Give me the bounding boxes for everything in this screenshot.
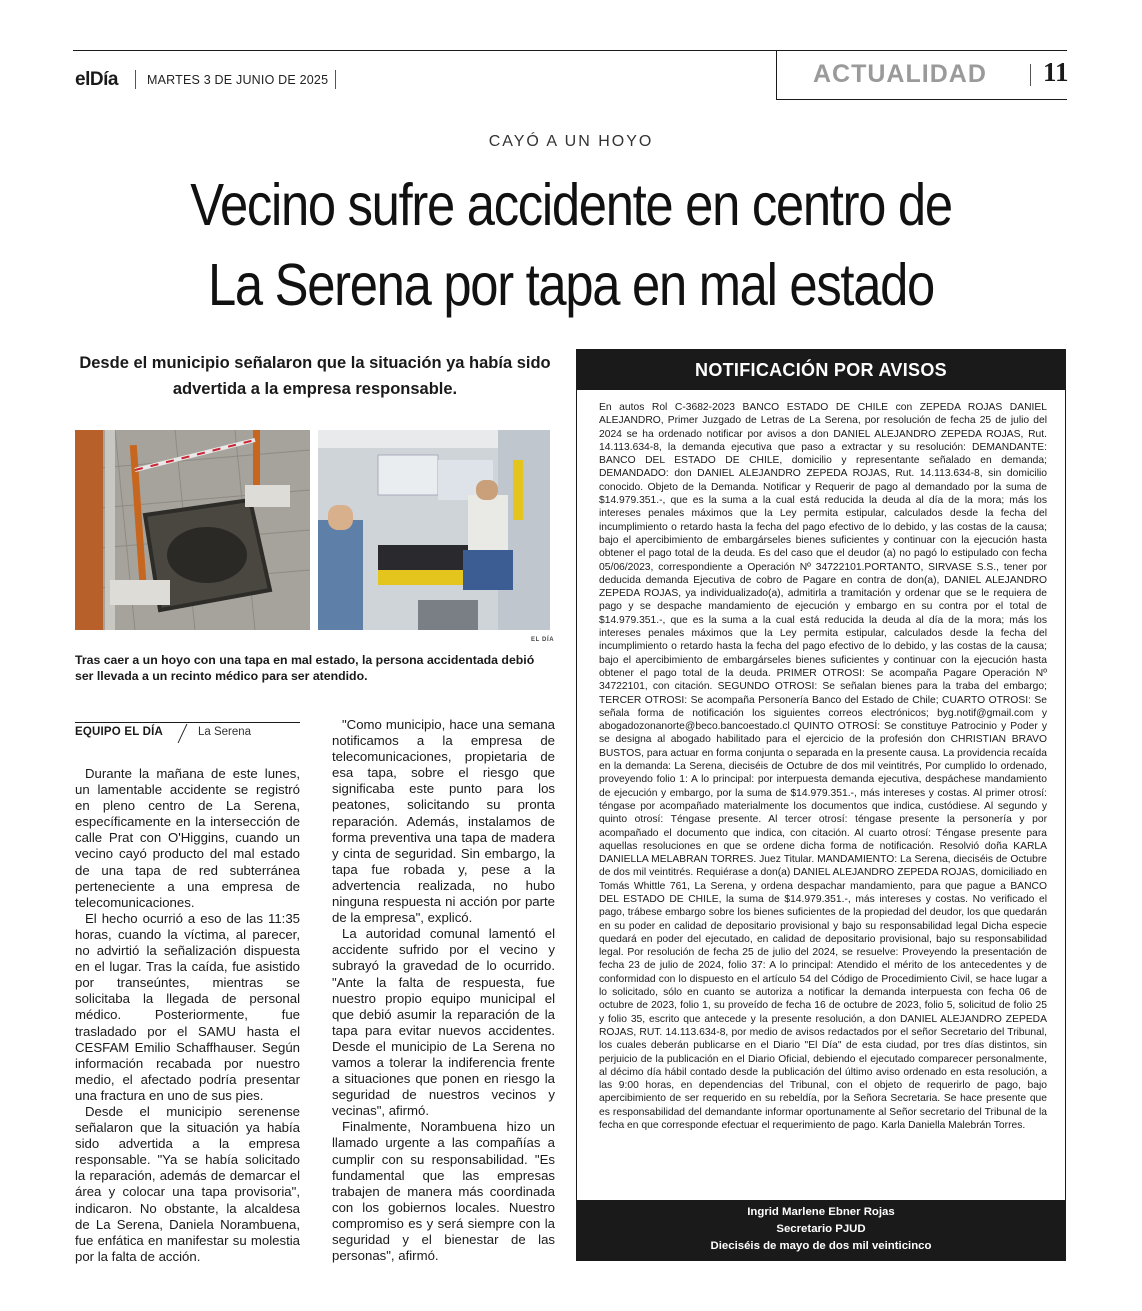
notice-body: En autos Rol C-3682-2023 BANCO ESTADO DE CHILE con ZEPEDA ROJAS DANIEL ALEJANDRO, Primer Juzgado de Letras de La Serena, por resolución de fecha 25 de julio del 2024 se ha ordenado notificar por avisos a don DANIEL ALEJANDRO ZEPEDA ROJAS, Rut. 14.113.634-8, la demanda ejecutiva que paso a extractar y su resolución: DEMANDANTE: BANCO DEL ESTADO DE CHILE, domicilio y representante señalado en demanda; DEMANDADO: don DANIEL ALEJANDRO ZEPEDA ROJAS, Rut. 14.113.634-8, sin domicilio conocido. Objeto de la Demanda. Notificar y Requerir de pago al demandado por la suma de $14.979.351.-, que es la suma a la cual está reducida la deuda al día de la mora; más los intereses penales máximos que la Ley permita estipular, calculados desde la fecha del incumplimiento o retardo hasta la fecha del pago efectivo de lo debido, y las costas de la causa; bajo el apercibimiento de embargárseles bienes suficientes y continuar con la ejecución hasta obtener el pago total de la deuda. Es del caso que el deudor (a) no pagó lo estipulado con fecha 05/06/2023, correspondiente a Operación Nº 34722101.PORTANTO, SIRVASE S.S., tener por deducida demanda Ejecutiva de cobro de Pagare en contra de don(a), DANIEL ALEJANDRO ZEPEDA ROJAS, ya individualizado(a), admitirla a tramitación y ordenar que se le requiera de pago y se despache mandamiento de ejecución y embargo en su contra por el total de $14.979.351.-, que es la suma a la cual está reducida la deuda al día de la mora; más los intereses penales máximos que la Ley permita estipular, calculados desde la fecha del incumplimiento o retardo hasta la fecha del pago efectivo de lo debido, y las costas de la causa; bajo el apercibimiento de embargárseles bienes suficientes y continuar con la ejecución hasta obtener el pago total de la deuda. PRIMER OTROSI: Se acompaña Pagare Operación Nº 34722101, con citación. SEGUNDO OTROSI: Se señalan bienes para la traba del embargo; TERCER OTROSI: Se acompaña Personería Banco del Estado de Chile; CUARTO OTROSI: Se señala forma de notificación los siguientes correos electrónicos; byg.notif@gmail.com y abogadozonanorte@beco.bancoestado.cl QUINTO OTROSÍ: Se constituye Patrocinio y Poder y se designa al abogado habilitado para el ejercicio de la profesión don CHRISTIAN BRAVO BUSTOS, para actuar en forma conjunta o separada en la presente causa. La providencia recaída en la demanda: La Serena, dieciséis de Octubre de dos mil veintitrés, Por cumplido lo ordenado, proveyendo folio 1: A lo principal: por interpuesta demanda ejecutiva, despáchese mandamiento de ejecución y embargo, por la suma de $14.979.351.-, más intereses y costas. Al primer otrosí: téngase por acompañado materialmente los documentos que indica, custódiese. Al segundo y quinto otrosí: Téngase presente. Al tercer otrosí: téngase presente la personería y por acompañado el documento que indica, con citación. Al cuarto otrosí: Téngase presente para aquellas resoluciones en que se ordene dicha forma de notificación. Resolvió doña KARLA DANIELLA MELABRAN TORRES. Juez Titular. MANDAMIENTO: La Serena, dieciséis de Octubre de dos mil veintitrés. Requiérase a don(a) DANIEL ALEJANDRO ZEPEDA ROJAS, domiciliado en Tomás Whittle 761, La Serena, y ordena despachar mandamiento, para que pague a BANCO DEL ESTADO DE CHILE, la suma de $14.979.351.-, más intereses y costas. No verificado el pago, trábese embargo sobre los bienes suficientes de la propiedad del deudor, los que quedarán en su poder en calidad de depositario provisional y bajo su responsabilidad legal Dicha especie quedará en poder del ejecutado, en calidad de depositario provisional, bajo su responsabilidad legal. Por resolución de fecha 25 de julio del 2024, se resuelve: Proveyendo la presentación de fecha 23 de julio de 2024, folio 37: A lo principal: Atendido el mérito de los antecedentes y de conformidad con lo dispuesto en el artículo 54 del Código de Procedimiento Civil, se hace lugar a lo solicitado, sólo en cuanto se autoriza a notificar la demanda interpuesta con fecha 06 de octubre de 2023, folio 1, su proveído de fecha 16 de octubre de 2023, folio 5, solicitud de folio 25 y folio 35, escrito que antecede y la presente resolución, a don DANIEL ALEJANDRO ZEPEDA ROJAS, RUT. 14.113.634-8, por medio de avisos redactados por el señor Secretario del Tribunal, los cuales deberán publicarse en el Diario "El Día" de esta ciudad, por tres días distintos, sin perjuicio de la publicación en el Diario Oficial, debiendo el ejecutado comparecer personalmente, al décimo día hábil contado desde la publicación del último aviso ordenado en esta resolución, a las 9:00 horas, en dependencias del Tribunal, con el objeto de requerirlo de pago, bajo apercibimiento de ser requerido en su rebeldía, por la Señora Secretaria. Se hace presente que es responsabilidad del demandante informar oportunamente al Señor secretario del Tribunal de la fecha en que corresponde efectuar el requerimiento de pago. Karla Daniella Malebrán Torres. [599,402,1047,1132]
headline-line: Vecino sufre accidente en centro de [190,172,952,238]
newspaper-logo: elDía [75,69,118,90]
legal-notice [576,349,1066,1261]
paragraph: "Como municipio, hace una semana notificamos a la empresa de telecomunicaciones, propietaria de esa tapa, sobre el riesgo que significaba este punto para los peatones, solicitando su pronta reparación. Además, instalamos de forma preventiva una tapa de madera y cinta de seguridad. Sin embargo, la tapa fue robada y, pese a la advertencia realizada, no hubo ninguna respuesta ni acción por parte de la empresa", explicó. [332,717,555,926]
signer-name: Ingrid Marlene Ebner Rojas [747,1206,895,1218]
paragraph: El hecho ocurrió a eso de las 11:35 horas, cuando la víctima, al parecer, no advirtió la señalización dispuesta en el lugar. Tras la caída, fue asistido por transeúntes, mientras se solicitaba la llegada de personal médico. Posteriormente, fue trasladado por el SAMU hasta el CESFAM Emilio Schaffhauser. Según información recabada por nuestro medio, el afectado podría presentar una fractura en uno de sus pies. [75,910,300,1103]
photo-ambulance [318,430,550,630]
issue-date: MARTES 3 DE JUNIO DE 2025 [147,73,329,87]
paragraph: La autoridad comunal lamentó el accidente sufrido por el vecino y subrayó la gravedad de lo ocurrido. "Ante la falta de respuesta, fue nuestro propio equipo municipal el que debió asumir la reparación de la tapa para evitar nuevos accidentes. Desde el municipio de La Serena no vamos a tolerar la indiferencia frente a situaciones que ponen en riesgo la seguridad de nuestros vecinos y vecinas", afirmó. [332,926,555,1119]
article-column-2 [332,717,555,1264]
article-column-1 [75,766,300,1265]
article-kicker: CAYÓ A UN HOYO [488,133,654,150]
section-name: ACTUALIDAD [813,60,987,88]
signature-date: Dieciséis de mayo de dos mil veinticinco [710,1240,932,1252]
ambulance-illustration [318,430,550,630]
signer-title: Secretario PJUD [776,1223,866,1235]
notice-title: NOTIFICACIÓN POR AVISOS [577,350,1065,390]
manhole-illustration [75,430,310,630]
header-rule [776,99,1067,100]
page-number: 11 [1043,57,1069,87]
header-rule [73,50,1067,51]
photo-credit: EL DÍA [531,637,555,643]
paragraph: Finalmente, Norambuena hizo un llamado urgente a las compañías a cumplir con su responsabilidad. "Es fundamental que las empresas trabajen de manera más coordinada con los gobiernos locales. Nuestro compromiso es y será siempre con la seguridad y el bienestar de las personas", afirmó. [332,1119,555,1264]
headline-line: La Serena por tapa en mal estado [207,252,935,318]
paragraph: Desde el municipio serenense señalaron que la situación ya había sido advertida a la empresa responsable. "Ya se había solicitado la reparación, además de demarcar el área y colocar una tapa provisoria", indicaron. No obstante, la alcaldesa de La Serena, Daniela Norambuena, fue enfática en manifestar su molestia por la falta de acción. [75,1103,300,1264]
page-header [73,50,1067,100]
notice-signature [577,1200,1065,1260]
article-headline [114,165,1027,325]
photo-broken-manhole [75,430,310,630]
header-divider [776,50,777,100]
byline-rule [75,722,300,723]
byline-slash [178,724,188,743]
photo-caption: Tras caer a un hoyo con una tapa en mal estado, la persona accidentada debió ser llevada a un recinto médico para ser atendido. [75,653,535,683]
header-divider [335,70,336,89]
header-divider [135,70,136,89]
byline-location: La Serena [198,726,252,738]
article-subtitle: Desde el municipio señalaron que la situación ya había sido advertida a la empresa responsable. [79,354,551,398]
byline: EQUIPO EL DÍA [75,726,164,738]
paragraph: Durante la mañana de este lunes, un lamentable accidente se registró en pleno centro de La Serena, específicamente en la intersección de calle Prat con O'Higgins, cuando un vecino cayó producto del mal estado de una tapa de red subterránea perteneciente a una empresa de telecomunicaciones. [75,766,300,910]
header-divider [1030,64,1031,86]
